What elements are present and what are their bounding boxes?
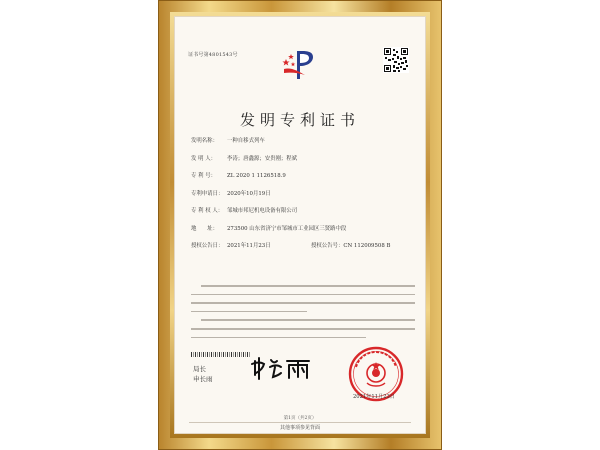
frame-inner [170, 12, 430, 438]
field-value: 2021年11月23日 [227, 243, 271, 249]
bottom-note: 其他事项参见背面 [279, 425, 320, 431]
director-label [193, 364, 213, 384]
patent-office-emblem-icon [281, 45, 319, 85]
field-value: 2020年10月19日 [227, 190, 271, 197]
field-patent-number [191, 173, 416, 191]
field-invention-name [191, 138, 416, 156]
field-label: 发明名称： [191, 138, 218, 144]
field-patentee [191, 208, 416, 226]
certificate-fields [191, 138, 416, 261]
qr-code-icon [383, 47, 409, 73]
barcode-icon [191, 352, 251, 357]
certificate-body-text [191, 285, 415, 345]
field-label: 专 利 号： [191, 173, 216, 179]
field-label: 地 址： [191, 225, 218, 232]
body-line [201, 319, 415, 321]
field-value: 邹城市邦尼机电设备有限公司 [227, 208, 298, 214]
field-address [191, 226, 416, 244]
body-line [191, 311, 307, 313]
page-indicator: 第1页（共2页） [283, 416, 317, 421]
gold-frame [158, 0, 442, 450]
body-line [191, 294, 415, 296]
grant-publication-number: 授权公告号：CN 112009508 B [311, 243, 391, 249]
director-signature [249, 355, 313, 381]
field-grant-date [191, 243, 416, 261]
field-value: 273500 山东省济宁市邹城市工业园区三贤路中段 [227, 225, 347, 232]
field-label: 专利申请日： [191, 190, 224, 197]
certificate-paper [174, 16, 426, 434]
field-label: 专 利 权 人： [191, 208, 224, 214]
bottom-divider [189, 422, 411, 423]
field-value: 一种自移式列车 [227, 138, 265, 144]
body-line [191, 328, 415, 330]
certificate-number: 证书号第4801543号 [188, 52, 238, 58]
field-label: 授权公告日： [191, 243, 224, 249]
director-title: 局长 [193, 365, 206, 373]
field-value: ZL 2020 1 1126518.9 [227, 173, 286, 179]
body-line [191, 302, 415, 304]
field-inventors [191, 156, 416, 174]
director-name: 申长雨 [193, 375, 213, 383]
body-line [191, 337, 366, 339]
field-label: 发 明 人： [191, 155, 216, 162]
certificate-title: 发明专利证书 [239, 111, 360, 129]
field-value: 李涛；唐鑫源；安贵刚；程斌 [227, 155, 298, 162]
seal-date: 2021年11月23日 [353, 394, 395, 400]
body-line [201, 285, 415, 287]
field-filing-date [191, 191, 416, 209]
